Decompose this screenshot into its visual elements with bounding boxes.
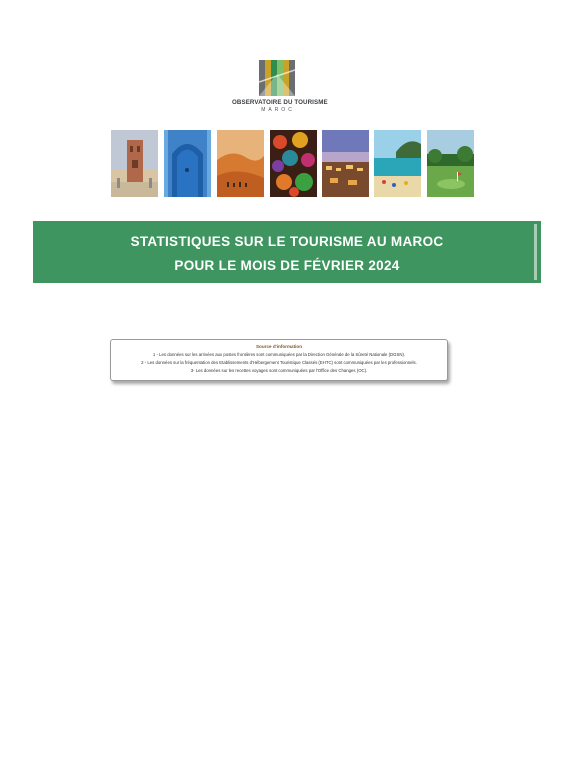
banner-title-line-2: POUR LE MOIS DE FÉVRIER 2024 bbox=[174, 258, 400, 273]
desert-dunes-photo bbox=[217, 130, 264, 197]
observatoire-logo bbox=[232, 60, 328, 120]
beach-photo bbox=[374, 130, 421, 197]
banner-edge bbox=[534, 224, 537, 280]
logo-mark-icon bbox=[259, 60, 295, 96]
source-info-box bbox=[110, 339, 448, 381]
jemaa-el-fna-photo bbox=[322, 130, 369, 197]
logo-subtitle: MAROC bbox=[261, 107, 295, 113]
title-banner bbox=[33, 221, 541, 283]
source-line-2: 2 - Les données sur la fréquentation des Etablissements d'Hébergement Touristique Classés (EHTC) sont communiquées par les professionnels. bbox=[141, 360, 417, 365]
lanterns-photo bbox=[270, 130, 317, 197]
golf-course-photo bbox=[427, 130, 474, 197]
source-title: Source d'information bbox=[255, 344, 302, 349]
logo-title: OBSERVATOIRE DU TOURISME bbox=[232, 99, 328, 106]
hassan-tower-photo bbox=[111, 130, 158, 197]
source-line-1: 1 - Les données sur les arrivées aux postes frontières sont communiquées par la Direction Générale de la Sûreté Nationale (DGSN). bbox=[152, 352, 406, 357]
source-line-3: 3- Les données sur les recettes voyages sont communiquées par l'Office des Changes (OC). bbox=[190, 368, 368, 373]
banner-title-line-1: STATISTIQUES SUR LE TOURISME AU MAROC bbox=[130, 234, 444, 249]
blue-door-photo bbox=[164, 130, 211, 197]
